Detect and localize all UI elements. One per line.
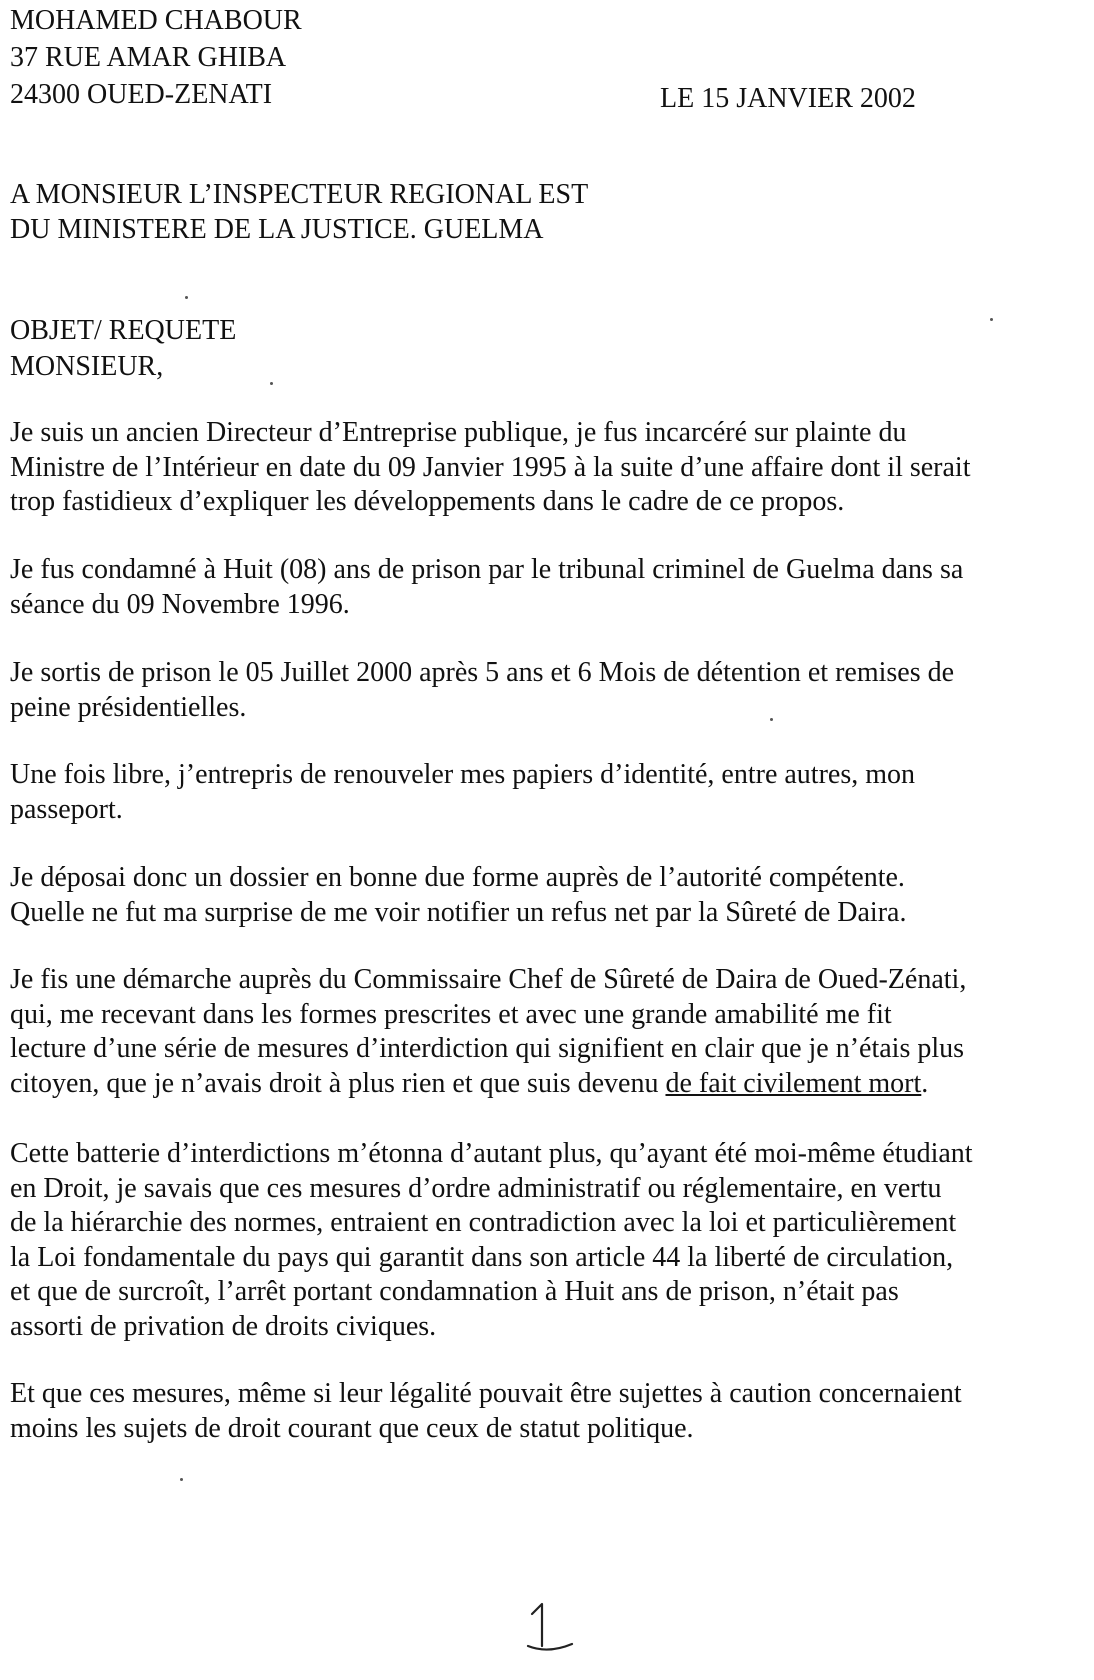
paragraph-line: Je suis un ancien Directeur d’Entreprise publique, je fus incarcéré sur plainte du: [10, 417, 907, 448]
sender-name: MOHAMED CHABOUR: [10, 5, 302, 36]
paragraph-line: Et que ces mesures, même si leur légalité pouvait être sujettes à caution concernaient: [10, 1378, 962, 1409]
paragraph-line: Une fois libre, j’entrepris de renouveler mes papiers d’identité, entre autres, mon: [10, 759, 916, 790]
paragraph-line: de la hiérarchie des normes, entraient en contradiction avec la loi et particulièrement: [10, 1207, 957, 1238]
paragraph-line: Je fus condamné à Huit (08) ans de prison par le tribunal criminel de Guelma dans sa: [10, 554, 964, 585]
paragraph-line: Cette batterie d’interdictions m’étonna d’autant plus, qu’ayant été moi-même étudiant: [10, 1138, 973, 1169]
paragraph-line: passeport.: [10, 793, 123, 825]
scan-speck: [270, 382, 273, 385]
paragraph-5: [10, 861, 1070, 930]
scan-speck: [990, 318, 993, 321]
page-number-mark: [520, 1600, 590, 1660]
paragraph-line: séance du 09 Novembre 1996.: [10, 588, 350, 620]
recipient-line-2: DU MINISTERE DE LA JUSTICE. GUELMA: [10, 214, 544, 245]
paragraph-line: assorti de privation de droits civiques.: [10, 1310, 437, 1342]
scan-speck: [770, 718, 773, 721]
paragraph-1: [10, 416, 1070, 520]
paragraph-2: [10, 553, 1070, 622]
paragraph-line: [10, 1067, 1070, 1102]
paragraph-3: [10, 656, 1070, 725]
salutation: MONSIEUR,: [10, 351, 164, 382]
paragraph-8: [10, 1377, 1070, 1446]
sender-street: 37 RUE AMAR GHIBA: [10, 42, 287, 73]
recipient-line-1: A MONSIEUR L’INSPECTEUR REGIONAL EST: [10, 179, 589, 210]
paragraph-line: trop fastidieux d’expliquer les développements dans le cadre de ce propos.: [10, 486, 845, 517]
underlined-phrase: de fait civilement mort: [665, 1067, 922, 1099]
paragraph-line: et que de surcroît, l’arrêt portant condamnation à Huit ans de prison, n’était pas: [10, 1276, 899, 1307]
sender-city: 24300 OUED-ZENATI: [10, 79, 273, 110]
paragraph-7: [10, 1137, 1070, 1344]
scan-speck: [185, 296, 188, 299]
paragraph-line: en Droit, je savais que ces mesures d’ordre administratif ou réglementaire, en vertu: [10, 1172, 942, 1204]
paragraph-line: Quelle ne fut ma surprise de me voir notifier un refus net par la Sûreté de Daira.: [10, 896, 907, 928]
paragraph-line: qui, me recevant dans les formes prescrites et avec une grande amabilité me fit: [10, 998, 892, 1030]
paragraph-line: Je sortis de prison le 05 Juillet 2000 après 5 ans et 6 Mois de détention et remises de: [10, 657, 955, 688]
paragraph-line: lecture d’une série de mesures d’interdiction qui signifient en clair que je n’étais plus: [10, 1033, 965, 1064]
scan-speck: [180, 1478, 183, 1481]
paragraph-line: Je fis une démarche auprès du Commissaire Chef de Sûreté de Daira de Oued-Zénati,: [10, 964, 967, 995]
paragraph-line: la Loi fondamentale du pays qui garantit dans son article 44 la liberté de circulation,: [10, 1241, 954, 1273]
paragraph-line: peine présidentielles.: [10, 691, 247, 723]
handwritten-page-number: [520, 1600, 590, 1660]
letter-date: LE 15 JANVIER 2002: [660, 83, 916, 114]
paragraph-line: Je déposai donc un dossier en bonne due forme auprès de l’autorité compétente.: [10, 862, 905, 893]
paragraph-line: moins les sujets de droit courant que ceux de statut politique.: [10, 1412, 694, 1444]
paragraph-4: [10, 758, 1070, 827]
paragraph-line-suffix: .: [921, 1067, 929, 1099]
paragraph-line: Ministre de l’Intérieur en date du 09 Janvier 1995 à la suite d’une affaire dont il serait: [10, 451, 971, 483]
paragraph-line-prefix: citoyen, que je n’avais droit à plus rien et que suis devenu: [10, 1067, 666, 1099]
subject-line: OBJET/ REQUETE: [10, 315, 237, 346]
paragraph-6: [10, 963, 1070, 1101]
